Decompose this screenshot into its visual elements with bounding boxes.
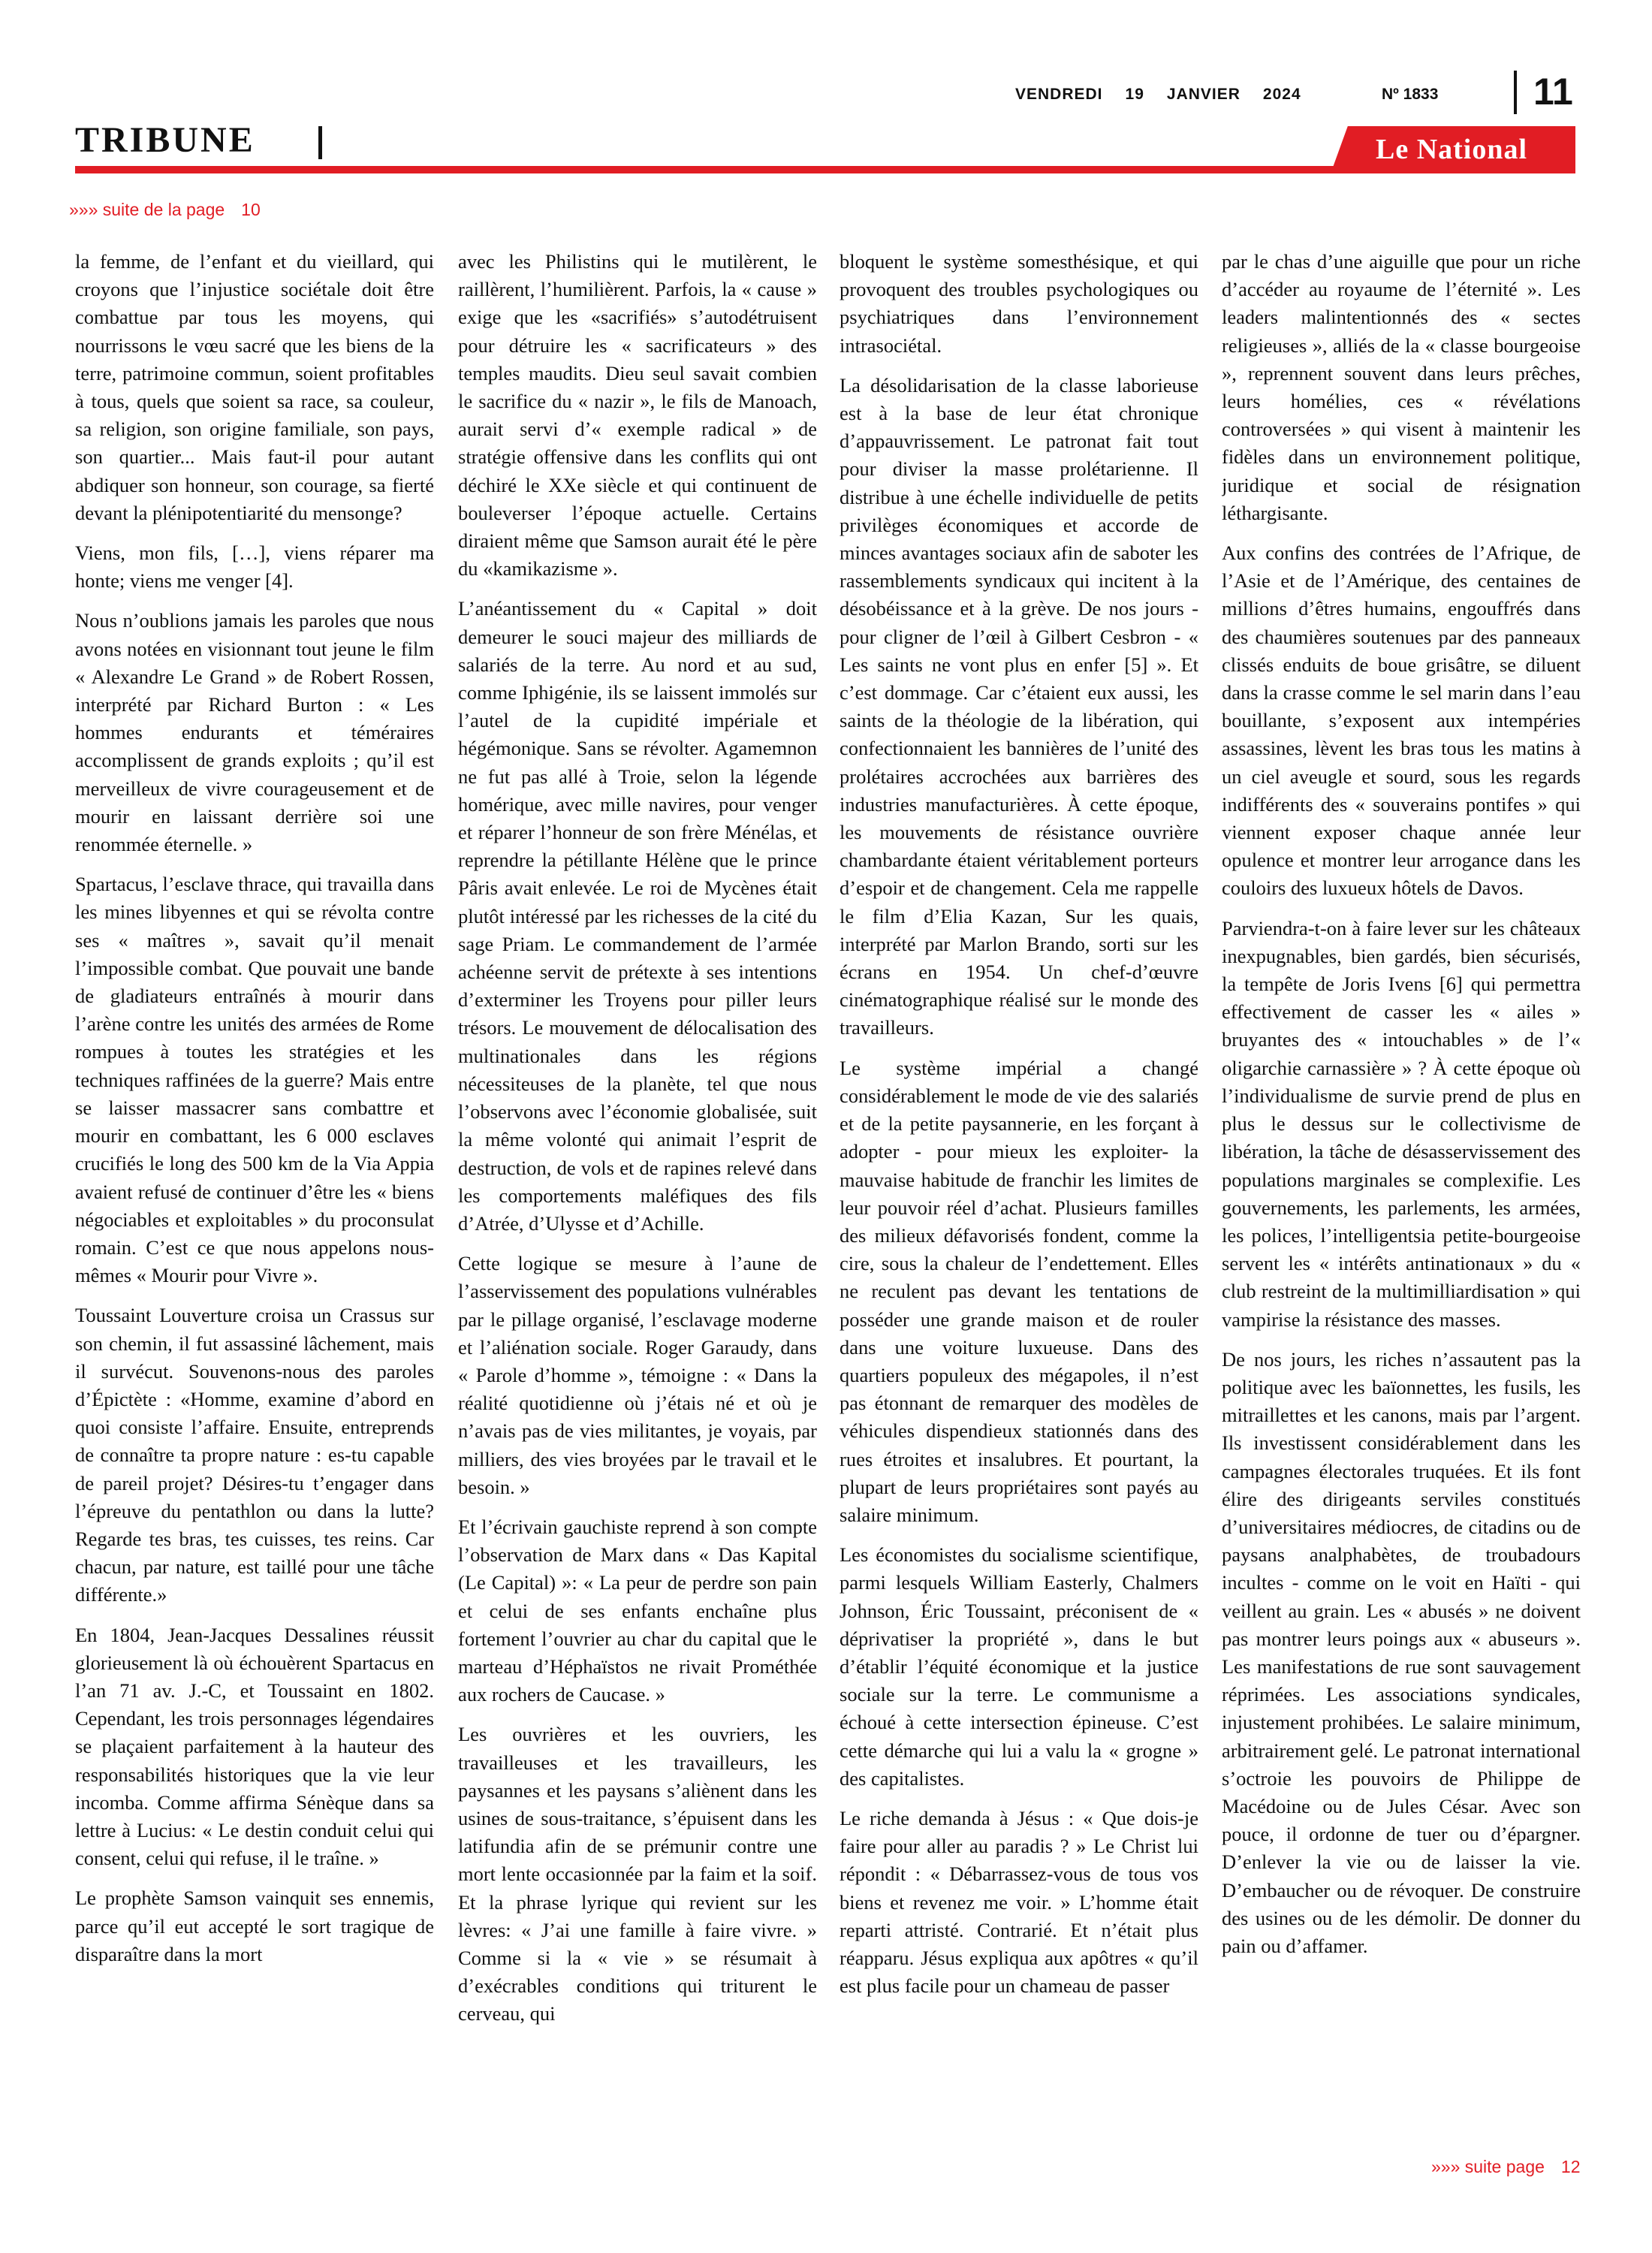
- section-title-divider: [318, 126, 322, 159]
- paragraph: Les ouvrières et les ouvriers, les travailleuses et les travailleurs, les paysannes et les paysans s’aliènent dans les usines de sous-traitance, s’épuisent dans les latifundia afin de se prémunir contre une mort lente occasionnée par la faim et la soif. Et la phrase lyrique qui revient sur les lèvres: « J’ai une famille à faire vivre. » Comme si la « vie » se résumait à d’exécrables conditions qui triturent le cerveau, qui: [458, 1723, 817, 2025]
- header-divider: [1514, 71, 1517, 114]
- paragraph: Et l’écrivain gauchiste reprend à son compte l’observation de Marx dans « Das Kapital (Le Capital) »: « La peur de perdre son pain et celui de ses enfants enchaîne plus fortement l’ouvrier au char du capital que le marteau d’Héphaïstos ne rivait Prométhée aux rochers de Caucase. »: [458, 1515, 817, 1706]
- continued-to-label: »»» suite page: [1431, 2157, 1545, 2176]
- paragraph: bloquent le système somesthésique, et qui provoquent des troubles psychologiques ou psychiatriques dans l’environnement intrasociétal.: [840, 250, 1198, 357]
- issue-number: Nº 1833: [1382, 86, 1439, 103]
- paragraph: la femme, de l’enfant et du vieillard, qui croyons que l’injustice sociétale doit être combattue par tous les moyens, qui nourrissons le vœu sacré que les biens de la terre, patrimoine commun, soient profitables à tous, quels que soient sa race, sa couleur, sa religion, son origine familiale, son pays, son quartier... Mais faut-il pour autant abdiquer son honneur, son courage, sa fierté devant la plénipotentiarité du mensonge?: [75, 250, 434, 524]
- article-column-3: [840, 248, 1198, 2155]
- paragraph: Cette logique se mesure à l’aune de l’asservissement des populations vulnérables par le pillage organisé, l’esclavage moderne et l’aliénation sociale. Roger Garaudy, dans « Parole d’homme », témoigne : « Dans la réalité quotidienne où j’étais né et où je n’avais pas de vies militantes, je voyais, par milliers, des vies broyées par le travail et le besoin. »: [458, 1252, 817, 1498]
- article-column-1: [75, 248, 434, 2155]
- paragraph: Le riche demanda à Jésus : « Que dois-je faire pour aller au paradis ? » Le Christ lui répondit : « Débarrassez-vous de tous vos biens et revenez me voir. » L’homme était reparti attristé. Contrarié. Et n’était plus réapparu. Jésus expliqua aux apôtres « qu’il est plus facile pour un chameau de passer: [840, 1806, 1198, 1998]
- paragraph: Toussaint Louverture croisa un Crassus sur son chemin, il fut assassiné lâchement, mais il survécut. Souvenons-nous des paroles d’Épictète : «Homme, examine d’abord en quoi consiste l’affaire. Ensuite, entreprends de connaître ta propre nature : es-tu capable de pareil projet? Désires-tu t’engager dans l’épreuve du pentathlon ou dans la lutte? Regarde tes bras, tes cuisses, tes reins. Car chacun, par nature, est taillé pour une tâche différente.»: [75, 1304, 434, 1606]
- paragraph: Les économistes du socialisme scientifique, parmi lesquels William Easterly, Chalmers Johnson, Éric Toussaint, préconisent de « déprivatiser la propriété », dans le but d’établir l’équité économique et la justice sociale sur la terre. Le communisme a échoué à cette intersection épineuse. C’est cette démarche qui lui a valu la « grogne » des capitalistes.: [840, 1543, 1198, 1790]
- paragraph: Le système impérial a changé considérablement le mode de vie des salariés et de la petite paysannerie, en les forçant à adopter - pour mieux les exploiter- la mauvaise habitude de franchir les limites de leur pouvoir réel d’achat. Plusieurs familles des milieux défavorisés fondent, comme la cire, sous la chaleur de l’endettement. Elles ne reculent pas devant les tentations de posséder une grande maison et de rouler dans une voiture luxueuse. Dans des quartiers populeux des mégapoles, il n’est pas étonnant de remarquer des modèles de véhicules dispendieux stationnés dans des rues étroites et insalubres. Et pourtant, la plupart de leurs propriétaires sont payés au salaire minimum.: [840, 1056, 1198, 1526]
- article-column-4: [1222, 248, 1581, 2155]
- paragraph: Spartacus, l’esclave thrace, qui travailla dans les mines libyennes et qui se révolta contre ses « maîtres », savait qu’il menait l’impossible combat. Que pouvait une bande de gladiateurs entraînés à mourir dans l’arène contre les unités des armées de Rome rompues à toutes les stratégies et les techniques raffinées de la guerre? Mais entre se laisser massacrer sans combattre et mourir en combattant, les 6 000 esclaves crucifiés le long des 500 km de la Via Appia avaient refusé de continuer d’être les « biens négociables et exploitables » du proconsulat romain. C’est ce que nous appelons nous-mêmes « Mourir pour Vivre ».: [75, 873, 434, 1287]
- paragraph: En 1804, Jean-Jacques Dessalines réussit glorieusement là où échouèrent Spartacus en l’an 71 av. J.-C, et Toussaint en 1802. Cependant, les trois personnages légendaires se plaçaient parfaitement à la hauteur des responsabilités historiques que la vie leur incomba. Comme affirma Sénèque dans sa lettre à Lucius: « Le destin conduit celui qui consent, celui qui refuse, il le traîne. »: [75, 1623, 434, 1870]
- article-column-2: [458, 248, 817, 2155]
- paragraph: avec les Philistins qui le mutilèrent, le raillèrent, l’humilièrent. Parfois, la « cause » exige que les «sacrifiés» s’autodétruisent pour détruire les « sacrificateurs » des temples maudits. Dieu seul savait combien le sacrifice du « nazir », le fils de Manoach, aurait servi d’« exemple radical » de stratégie offensive dans les conflits qui ont déchiré le XXe siècle et qui continuent de bouleverser l’époque actuelle. Certains diraient même que Samson aurait été le père du «kamikazisme ».: [458, 250, 817, 581]
- paragraph: De nos jours, les riches n’assautent pas la politique avec les baïonnettes, les fusils, les mitraillettes et les canons, mais par l’argent. Ils investissent considérablement dans les campagnes électorales truquées. Et ils font élire des dirigeants serviles constitués d’universitaires médiocres, de citadins ou de paysans analphabètes, de troubadours incultes - comme on le voit en Haïti - qui veillent au grain. Les « abusés » ne doivent pas montrer leurs poings aux « abuseurs ». Les manifestations de rue sont sauvagement réprimées. Les associations syndicales, injustement prohibées. Le salaire minimum, arbitrairement gelé. Le patronat international s’octroie les pouvoirs de Philippe de Macédoine ou de Jules César. Avec son pouce, il ordonne de tuer ou d’épargner. D’enlever la vie ou de laisser la vie. D’embaucher ou de révoquer. De construire des usines ou de les démolir. De donner du pain ou d’affamer.: [1222, 1347, 1581, 1957]
- issue-date-number: 19: [1125, 86, 1144, 103]
- paragraph: Aux confins des contrées de l’Afrique, de l’Asie et de l’Amérique, des centaines de millions d’êtres humains, engouffrés dans des chaumières soutenues par des panneaux clissés enduits de boue grisâtre, se diluent dans la crasse comme le sel marin dans l’eau bouillante, s’exposent aux intempéries assassines, lèvent les bras tous les matins à un ciel aveugle et sourd, sous les regards indifférents des « souverains pontifes » qui viennent exposer chaque année leur opulence et montrer leur arrogance dans les couloirs des luxueux hôtels de Davos.: [1222, 541, 1581, 900]
- paragraph: par le chas d’une aiguille que pour un riche d’accéder au royaume de l’éternité ». Les leaders malintentionnés des « sectes religieuses », alliés de la « classe bourgeoise », reprennent souvent dans leurs prêches, leurs homélies, ces « révélations controversées » qui visent à maintenir les fidèles dans un environnement politique, juridique et social de résignation léthargisante.: [1222, 250, 1581, 524]
- page-number: 11: [1533, 71, 1573, 113]
- continued-from[interactable]: [69, 200, 261, 220]
- paragraph: La désolidarisation de la classe laborieuse est à la base de leur état chronique d’appauvrissement. Le patronat fait tout pour diviser la masse prolétarienne. Il distribue à une échelle individuelle de petits privilèges économiques et accorde de minces avantages sociaux afin de saboter les rassemblements syndicaux qui incitent à la désobéissance et à la grève. De nos jours - pour cligner de l’œil à Gilbert Cesbron - « Les saints ne vont plus en enfer [5] ». Et c’est dommage. Car c’étaient eux aussi, les saints de la théologie de la libération, qui confectionnaient les bannières de l’unité des prolétaires accrochées aux barrières des industries manufacturières. À cette époque, les mouvements de résistance ouvrière chambardante étaient véritablement porteurs d’espoir et de changement. Cela me rappelle le film d’Elia Kazan, Sur les quais, interprété par Marlon Brando, sorti sur les écrans en 1954. Un chef-d’œuvre cinématographique réalisé sur le monde des travailleurs.: [840, 373, 1198, 1039]
- continued-to-page: 12: [1560, 2157, 1581, 2176]
- issue-date: [1015, 86, 1324, 104]
- paragraph: Le prophète Samson vainquit ses ennemis, parce qu’il eut accepté le sort tragique de disparaître dans la mort: [75, 1887, 434, 1965]
- paragraph: Viens, mon fils, […], viens réparer ma honte; viens me venger [4].: [75, 541, 434, 593]
- paragraph: L’anéantissement du « Capital » doit demeurer le souci majeur des milliards de salariés de la terre. Au nord et au sud, comme Iphigénie, ils se laissent immolés sur l’autel de la cupidité impériale et hégémonique. Sans se révolter. Agamemnon ne fut pas allé à Troie, selon la légende homérique, avec mille navires, pour venger et réparer l’honneur de son frère Ménélas, et reprendre la pétillante Hélène que le prince Pâris avait enlevée. Le roi de Mycènes était plutôt intéressé par les richesses de la cité du sage Priam. Le commandement de l’armée achéenne servit de prétexte à ses intentions d’exterminer les Troyens pour piller leurs trésors. Le mouvement de délocalisation des multinationales dans les régions nécessiteuses de la planète, tel que nous l’observons avec l’économie globalisée, suit la même volonté qui animait l’esprit de destruction, de vols et de rapines relevé dans les comportements maléfiques des fils d’Atrée, d’Ulysse et d’Achille.: [458, 597, 817, 1235]
- continued-from-label: »»» suite de la page: [69, 200, 225, 219]
- continued-to[interactable]: [1431, 2157, 1581, 2177]
- issue-month: JANVIER: [1166, 86, 1241, 103]
- section-title: TRIBUNE: [75, 120, 255, 160]
- issue-year: 2024: [1262, 86, 1301, 103]
- issue-day: VENDREDI: [1015, 86, 1103, 103]
- publication-name: Le National: [1376, 134, 1528, 165]
- continued-from-page: 10: [241, 200, 261, 219]
- paragraph: Nous n’oublions jamais les paroles que nous avons notées en visionnant tout jeune le film « Alexandre Le Grand » de Robert Rossen, interprété par Richard Burton : « Les hommes endurants et téméraires accomplissent de grands exploits ; qu’il est merveilleux de vivre courageusement et de mourir en laissant derrière soi une renommée éternelle. »: [75, 609, 434, 856]
- paragraph: Parviendra-t-on à faire lever sur les châteaux inexpugnables, bien gardés, bien sécurisés, la tempête de Joris Ivens [6] qui permettra effectivement de casser les « ailes » bruyantes des « intouchables » de l’« oligarchie carnassière » ? À cette époque où l’individualisme de survie prend de plus en plus le dessus sur le collectivisme de libération, la tâche de désasservissement des populations marginales se complexifie. Les gouvernements, les parlements, les armées, les polices, l’intelligentsia petite-bourgeoise servent les « intérêts antinationaux » du « club restreint de la multimilliardisation » qui vampirise la résistance des masses.: [1222, 916, 1581, 1331]
